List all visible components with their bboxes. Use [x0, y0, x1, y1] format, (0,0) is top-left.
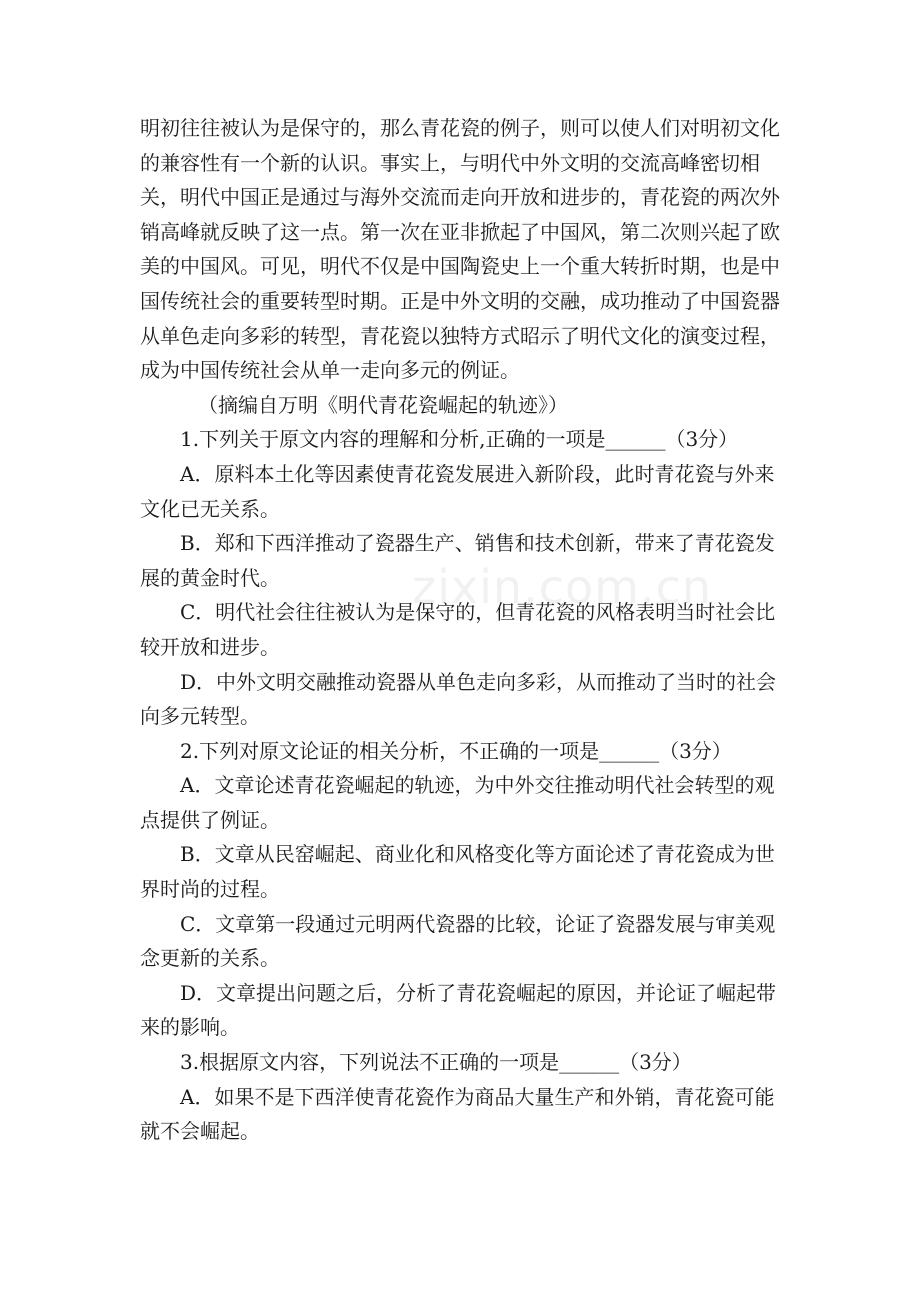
- question-3-stem: 3.根据原文内容，下列说法不正确的一项是______（3分）: [180, 1050, 692, 1075]
- question-1-option-a: A．原料本土化等因素使青花瓷发展进入新阶段，此时青花瓷与外来文化已无关系。: [140, 461, 775, 521]
- document-body: [140, 111, 782, 1149]
- watermark: zixin.com.cn: [412, 560, 713, 614]
- question-1-option-c: C．明代社会往往被认为是保守的，但青花瓷的风格表明当时社会比较开放和进步。: [140, 600, 776, 659]
- question-2-option-b: B．文章从民窑崛起、商业化和风格变化等方面论述了青花瓷成为世界时尚的过程。: [140, 842, 775, 902]
- question-1-option-b: B．郑和下西洋推动了瓷器生产、销售和技术创新，带来了青花瓷发展的黄金时代。: [140, 531, 775, 590]
- question-2-stem: 2.下列对原文论证的相关分析，不正确的一项是______（3分）: [180, 738, 732, 763]
- question-2-option-c: C．文章第一段通过元明两代瓷器的比较，论证了瓷器发展与审美观念更新的关系。: [140, 911, 776, 971]
- question-2-option-a: A．文章论述青花瓷崛起的轨迹，为中外交往推动明代社会转型的观点提供了例证。: [140, 773, 775, 832]
- question-1-stem: 1.下列关于原文内容的理解和分析,正确的一项是______（3分）: [180, 427, 739, 452]
- question-2-option-d: D．文章提出问题之后，分析了青花瓷崛起的原因，并论证了崛起带来的影响。: [140, 980, 777, 1040]
- question-3-option-a: A．如果不是下西洋使青花瓷作为商品大量生产和外销，青花瓷可能就不会崛起。: [140, 1084, 775, 1144]
- question-1-option-d: D．中外文明交融推动瓷器从单色走向多彩，从而推动了当时的社会向多元转型。: [140, 669, 777, 729]
- passage-conclusion: 明初往往被认为是保守的，那么青花瓷的例子，则可以使人们对明初文化的兼容性有一个新的认识。事实上，与明代中外文明的交流高峰密切相关，明代中国正是通过与海外交流而走向开放和进步的，青花瓷的两次外销高峰就反映了这一点。第一次在亚非掀起了中国风，第二次则兴起了欧美的中国风。可见，明代不仅是中国陶瓷史上一个重大转折时期，也是中国传统社会的重要转型时期。正是中外文明的交融，成功推动了中国瓷器从单色走向多彩的转型，青花瓷以独特方式昭示了明代文化的演变过程，成为中国传统社会从单一走向多元的例证。: [140, 116, 780, 383]
- source-citation: （摘编自万明《明代青花瓷崛起的轨迹》）: [198, 392, 568, 417]
